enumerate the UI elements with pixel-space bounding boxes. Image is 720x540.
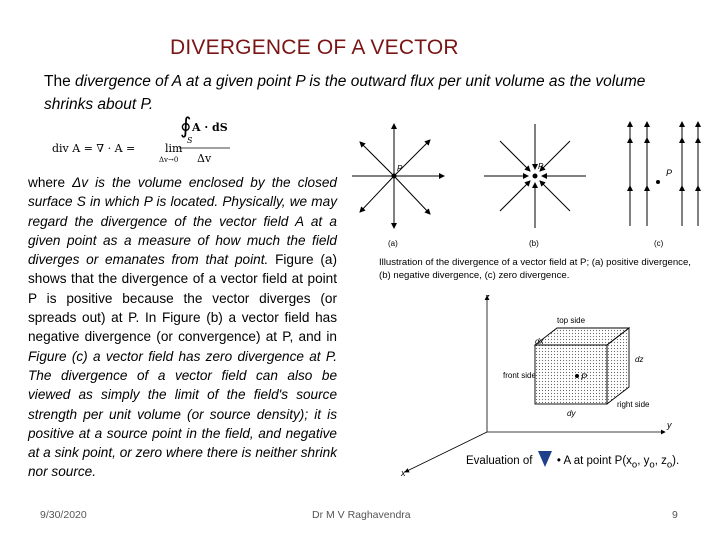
figure-c-label: (c) xyxy=(654,239,664,248)
box-point-label: P xyxy=(581,372,588,382)
figure-a-label: (a) xyxy=(388,239,398,248)
explanation-part-1: where xyxy=(28,175,73,190)
top-side-label: top side xyxy=(557,316,586,325)
definition-text xyxy=(44,70,684,116)
footer-date: 9/30/2020 xyxy=(40,509,87,521)
evaluation-label xyxy=(466,451,679,470)
equation-lhs: div A = ∇ · A = xyxy=(52,142,136,155)
point-c-label: P xyxy=(666,168,673,178)
slide-title: DIVERGENCE OF A VECTOR xyxy=(170,36,459,59)
x-axis-label: x xyxy=(401,468,406,478)
equation-integrand: A · dS xyxy=(192,121,228,134)
equation-denominator: Δv xyxy=(197,152,212,165)
dx-label: dx xyxy=(535,337,544,346)
figure-a-positive-divergence xyxy=(352,124,444,248)
footer-page-number: 9 xyxy=(672,509,678,521)
divergence-equation xyxy=(50,116,260,176)
definition-lead: The xyxy=(44,73,76,90)
z-axis-label: z xyxy=(485,292,490,302)
point-p xyxy=(575,374,579,378)
equation-surface: S xyxy=(187,136,193,145)
equation-lim: lim xyxy=(165,142,183,155)
evaluation-prefix: Evaluation of xyxy=(466,455,533,467)
comma-y: , y xyxy=(637,455,650,467)
front-side-label: front side xyxy=(503,371,536,380)
dy-label: dy xyxy=(567,409,576,418)
explanation-part-2: Δv is the volume enclosed by the closed surface S in which P is located. Physically, we may regard the divergence of the vector field A at a given point as a measure of how much the field diverges or emanates from that point. xyxy=(28,175,337,268)
explanation-part-3: Figure (a) shows that the divergence of a vector field at point P is positive because the vector diverges (or spreads out) at P. In Figure (b) a vector field has negative divergence (or convergence) at P, and in xyxy=(28,252,338,345)
integral-symbol: ∮ xyxy=(180,116,192,139)
evaluation-close: ). xyxy=(672,455,680,467)
divergence-illustration xyxy=(352,116,712,257)
sub-z: o xyxy=(666,459,673,471)
equation-lim-sub: Δv→0 xyxy=(159,156,179,164)
right-side-label: right side xyxy=(617,400,650,409)
comma-z: , z xyxy=(654,455,667,467)
figure-caption: Illustration of the divergence of a vector field at P; (a) positive divergence, (b) negative divergence, (c) zero divergence. xyxy=(379,257,691,281)
explanation-paragraph xyxy=(28,173,337,482)
figure-b-label: (b) xyxy=(529,239,539,248)
evaluation-suffix: • A at point P(x xyxy=(556,455,632,467)
footer-author: Dr M V Raghavendra xyxy=(312,509,411,521)
y-axis-label: y xyxy=(667,420,672,430)
sub-y: o xyxy=(649,459,655,471)
point-b-label: P xyxy=(538,162,544,171)
dz-label: dz xyxy=(635,355,644,364)
sub-x: o xyxy=(631,459,638,471)
box-front-face xyxy=(535,345,607,404)
figure-b-negative-divergence xyxy=(484,124,586,248)
point-a-label: P xyxy=(397,164,403,173)
explanation-part-4: Figure (c) a vector field has zero divergence at P. The divergence of a vector field can also be viewed as simply the limit of the field's source strength per unit volume (or source density); it is positive at a source point in the field, and negative at a sink point, or zero where there is neither shrink nor source. xyxy=(28,348,337,480)
definition-body: divergence of A at a given point P is the outward flux per unit volume as the volume shrinks about P. xyxy=(44,73,646,113)
figure-c-zero-divergence xyxy=(630,122,698,248)
nabla-icon xyxy=(538,451,552,467)
